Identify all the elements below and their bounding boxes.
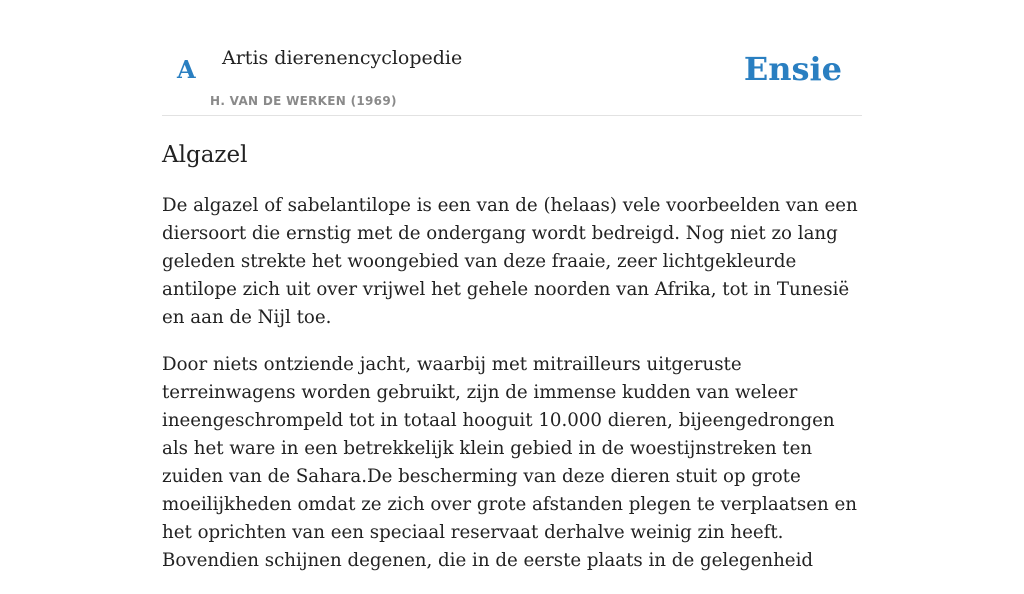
entry-content bbox=[162, 192, 862, 594]
book-title[interactable]: Artis dierenencyclopedie bbox=[222, 47, 463, 69]
entry-paragraph: De algazel of sabelantilope is een van de (helaas) vele voorbeelden van een diersoort die ernstig met de ondergang wordt bedreigd. Nog niet zo lang geleden strekte het woongebied van deze fraaie, zeer lichtgekleurde antilope zich uit over vrijwel het gehele noorden van Afrika, tot in Tunesië en aan de Nijl toe. bbox=[162, 195, 858, 328]
book-author: H. VAN DE WERKEN (1969) bbox=[210, 94, 397, 108]
page bbox=[162, 0, 862, 571]
entry-paragraph: Door niets ontziende jacht, waarbij met mitrailleurs uitgeruste terreinwagens worden gebruikt, zijn de immense kudden van weleer ineengeschrompeld tot in totaal hooguit 10.000 dieren, bijeengedrongen als het ware in een betrekkelijk klein gebied in de woestijnstreken ten zuiden van de Sahara.De bescherming van deze dieren stuit op grote moeilijkheden omdat ze zich over grote afstanden plegen te verplaatsen en het oprichten van een speciaal reservaat derhalve weinig zin heeft. Bovendien schijnen degenen, die in de eerste plaats in de gelegenheid bbox=[162, 354, 857, 571]
entry-title: Algazel bbox=[162, 142, 248, 168]
book-header bbox=[162, 0, 862, 116]
index-letter[interactable]: A bbox=[177, 55, 196, 84]
ensie-logo[interactable]: Ensie bbox=[743, 50, 842, 88]
